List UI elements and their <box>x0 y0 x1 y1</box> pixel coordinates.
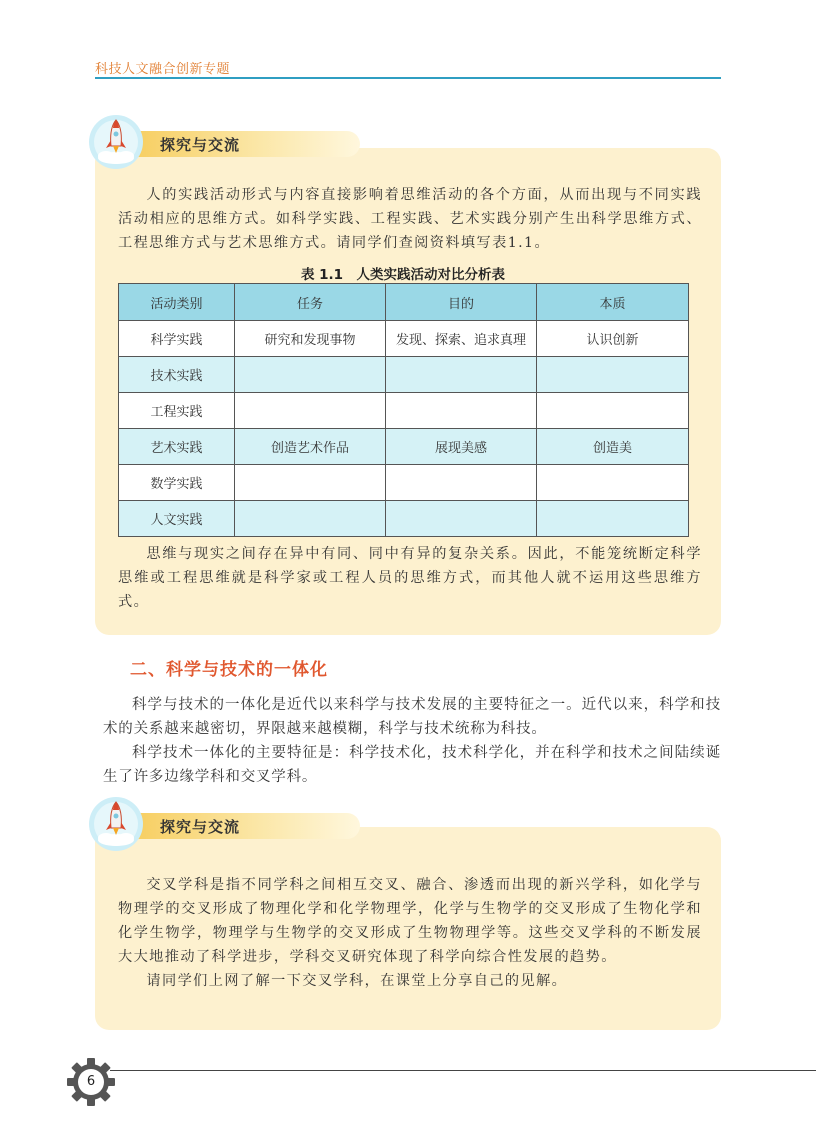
table-cell[interactable] <box>386 393 537 429</box>
section-title: 二、科学与技术的一体化 <box>130 660 328 680</box>
table-cell: 创造艺术作品 <box>235 429 386 465</box>
rocket-icon <box>88 114 144 170</box>
table-row <box>119 321 689 357</box>
explore2-para-1: 交叉学科是指不同学科之间相互交叉、融合、渗透而出现的新兴学科，如化学与物理学的交叉形成了物理化学和化学物理学，化学与生物学的交叉形成了生物化学和化学生物学，物理学与生物学的交叉形成了生物物理学等。这些交叉学科的不断发展大大地推动了科学进步，学科交叉研究体现了科学向综合性发展的趋势。 <box>118 877 702 965</box>
badge-label: 探究与交流 <box>160 818 241 836</box>
table-cell[interactable] <box>235 501 386 537</box>
table-row <box>119 465 689 501</box>
table-cell: 展现美感 <box>386 429 537 465</box>
table-cell[interactable] <box>386 465 537 501</box>
badge-ribbon <box>138 813 360 839</box>
table-cell[interactable] <box>235 465 386 501</box>
table-cell[interactable] <box>537 465 689 501</box>
header-rule <box>95 77 721 79</box>
table-cell[interactable] <box>537 393 689 429</box>
rocket-icon <box>88 796 144 852</box>
table-cell: 创造美 <box>537 429 689 465</box>
table-row <box>119 393 689 429</box>
comparison-table <box>118 283 689 537</box>
badge-label: 探究与交流 <box>160 136 241 154</box>
table-header: 活动类别 <box>119 284 235 321</box>
table-row <box>119 429 689 465</box>
table-cell: 工程实践 <box>119 393 235 429</box>
table-header: 目的 <box>386 284 537 321</box>
table-cell[interactable] <box>235 357 386 393</box>
table-caption: 表 1.1 人类实践活动对比分析表 <box>300 267 506 283</box>
table-row <box>119 357 689 393</box>
table-cell: 发现、探索、追求真理 <box>386 321 537 357</box>
footer-rule <box>110 1070 816 1071</box>
table-header-row <box>119 284 689 321</box>
table-cell: 艺术实践 <box>119 429 235 465</box>
explore2-para-2: 请同学们上网了解一下交叉学科，在课堂上分享自己的见解。 <box>146 973 568 989</box>
table-cell: 科学实践 <box>119 321 235 357</box>
table-cell: 人文实践 <box>119 501 235 537</box>
table-cell[interactable] <box>386 501 537 537</box>
section-para-2: 科学技术一体化的主要特征是：科学技术化，技术科学化，并在科学和技术之间陆续诞生了许多边缘学科和交叉学科。 <box>103 745 721 785</box>
table-cell: 技术实践 <box>119 357 235 393</box>
table-cell: 研究和发现事物 <box>235 321 386 357</box>
table-cell[interactable] <box>537 357 689 393</box>
table-header: 本质 <box>537 284 689 321</box>
header-title: 科技人文融合创新专题 <box>95 62 231 77</box>
table-cell[interactable] <box>235 393 386 429</box>
table-cell: 数学实践 <box>119 465 235 501</box>
badge-ribbon <box>138 131 360 157</box>
table-header: 任务 <box>235 284 386 321</box>
section-para-1: 科学与技术的一体化是近代以来科学与技术发展的主要特征之一。近代以来，科学和技术的关系越来越密切，界限越来越模糊，科学与技术统称为科技。 <box>103 697 721 737</box>
explore1-outro: 思维与现实之间存在异中有同、同中有异的复杂关系。因此，不能笼统断定科学思维或工程思维就是科学家或工程人员的思维方式，而其他人就不运用这些思维方式。 <box>118 546 702 610</box>
table-cell: 认识创新 <box>537 321 689 357</box>
explore1-intro: 人的实践活动形式与内容直接影响着思维活动的各个方面，从而出现与不同实践活动相应的思维方式。如科学实践、工程实践、艺术实践分别产生出科学思维方式、工程思维方式与艺术思维方式。请同学们查阅资料填写表1.1。 <box>118 187 702 251</box>
table-cell[interactable] <box>386 357 537 393</box>
table-row <box>119 501 689 537</box>
table-cell[interactable] <box>537 501 689 537</box>
page-number: 6 <box>86 1074 96 1089</box>
